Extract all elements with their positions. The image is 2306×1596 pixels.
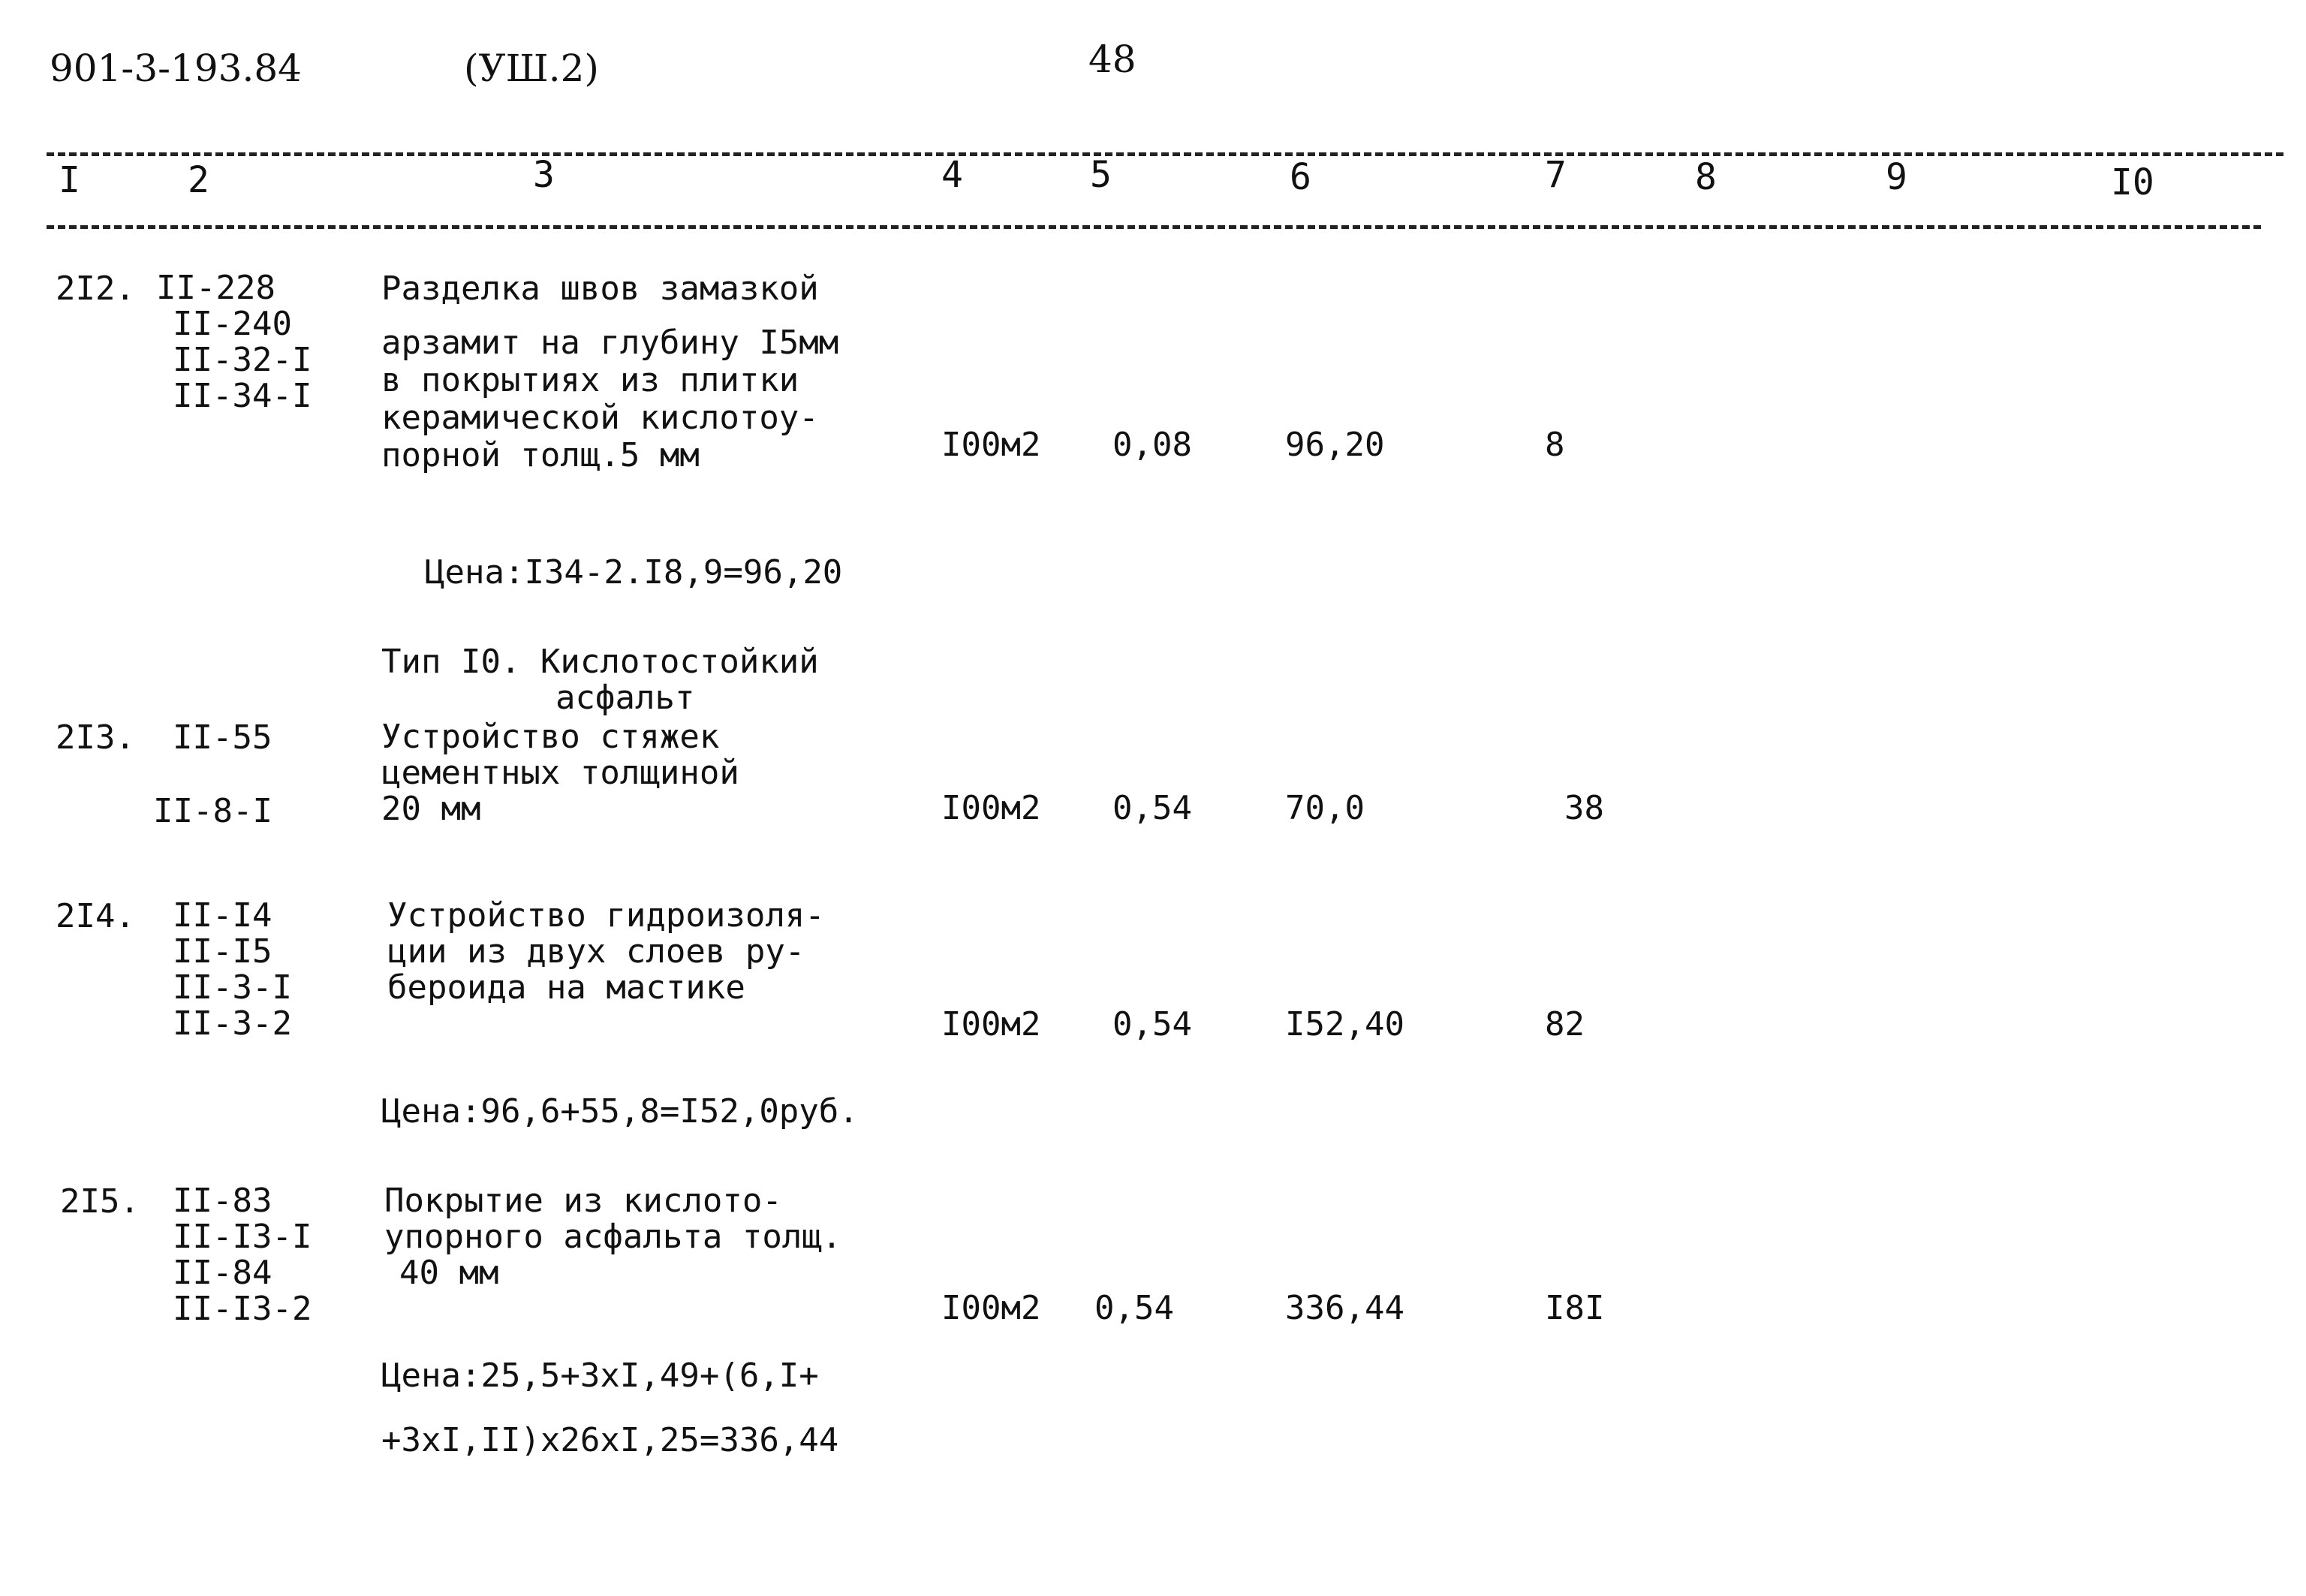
description-line: ции из двух слоев ру- xyxy=(387,932,805,971)
row-215-code: II-I3-2 xyxy=(173,1290,312,1328)
section-heading-line: асфальт xyxy=(555,679,695,717)
row-214-codes xyxy=(173,898,292,1042)
price-note-line: Цена:25,5+3хI,49+(6,I+ xyxy=(381,1357,819,1395)
column-header-4: 4 xyxy=(941,154,963,196)
description-line: арзамит на глубину I5мм xyxy=(381,324,839,362)
column-header-2: 2 xyxy=(188,159,209,201)
row-215-codes xyxy=(173,1183,312,1327)
row-213-code: II-8-I xyxy=(153,792,272,830)
description-line: Разделка швов замазкой xyxy=(381,270,819,308)
row-214-quantity: 0,54 xyxy=(1112,1005,1192,1043)
description-line: керамической кислотоу- xyxy=(381,399,819,437)
column-header-3: 3 xyxy=(533,154,555,196)
row-213-unit: I00м2 xyxy=(941,789,1041,827)
row-213-quantity: 0,54 xyxy=(1112,789,1192,827)
column-header-7: 7 xyxy=(1545,154,1567,196)
row-215-total: I8I xyxy=(1545,1289,1605,1327)
row-215-unit: I00м2 xyxy=(941,1289,1041,1327)
description-line: 20 мм xyxy=(381,790,481,828)
album-reference: (УШ.2) xyxy=(464,47,599,90)
row-214-total: 82 xyxy=(1545,1005,1585,1043)
description-line: 40 мм xyxy=(399,1254,499,1292)
row-215-code: II-83 xyxy=(173,1182,272,1220)
row-213-number: 2I3. xyxy=(56,718,135,757)
column-header-1: I xyxy=(59,159,80,201)
row-215-number: 2I5. xyxy=(60,1182,140,1221)
price-note-line: +3хI,II)х26хI,25=336,44 xyxy=(381,1421,839,1459)
row-214-code: II-3-2 xyxy=(173,1004,292,1043)
row-212-unit-price: 96,20 xyxy=(1285,426,1385,464)
row-214-price-note: Цена:96,6+55,8=I52,0руб. xyxy=(381,1092,859,1131)
description-line: бероида на мастике xyxy=(387,968,745,1007)
row-212-code: II-34-I xyxy=(173,377,312,415)
row-212-number: 2I2. xyxy=(56,270,135,308)
page-number: 48 xyxy=(1088,38,1136,81)
header-bottom-rule xyxy=(47,225,2261,229)
row-213-unit-price: 70,0 xyxy=(1285,789,1365,827)
column-header-5: 5 xyxy=(1090,154,1112,196)
row-214-code: II-I4 xyxy=(173,896,272,935)
row-215-unit-price: 336,44 xyxy=(1285,1289,1404,1327)
row-215-description xyxy=(384,1183,841,1291)
row-214-description xyxy=(387,898,825,1006)
description-line: Устройство стяжек xyxy=(381,718,720,756)
header-top-rule xyxy=(47,152,2283,156)
row-212-price-note: Цена:I34-2.I8,9=96,20 xyxy=(425,553,843,592)
section-heading-line: Тип I0. Кислотостойкий xyxy=(381,643,819,681)
row-214-unit: I00м2 xyxy=(941,1005,1041,1043)
column-header-10: I0 xyxy=(2111,161,2154,203)
row-213-code: II-55 xyxy=(173,718,272,757)
row-212-code: II-240 xyxy=(173,305,292,343)
row-215-quantity: 0,54 xyxy=(1094,1289,1174,1327)
row-214-code: II-I5 xyxy=(173,932,272,971)
row-213-total: 38 xyxy=(1564,789,1604,827)
row-215-price-note xyxy=(381,1344,838,1473)
document-code: 901-3-193.84 xyxy=(50,47,302,90)
row-214-code: II-3-I xyxy=(173,968,292,1007)
description-line: порной толщ.5 мм xyxy=(381,436,700,474)
row-212-description xyxy=(381,270,838,474)
row-213-description xyxy=(381,719,739,827)
row-214-unit-price: I52,40 xyxy=(1285,1005,1404,1043)
row-212-unit: I00м2 xyxy=(941,426,1041,464)
row-215-code: II-I3-I xyxy=(173,1218,312,1256)
row-212-code: II-32-I xyxy=(173,341,312,379)
row-212-total: 8 xyxy=(1545,426,1565,464)
row-214-number: 2I4. xyxy=(56,897,135,935)
row-212-codes xyxy=(156,270,312,414)
description-line: цементных толщиной xyxy=(381,754,739,792)
column-header-8: 8 xyxy=(1695,156,1717,198)
section-heading xyxy=(381,644,819,716)
row-212-code: II-228 xyxy=(156,269,275,307)
row-215-code: II-84 xyxy=(173,1254,272,1292)
row-212-quantity: 0,08 xyxy=(1112,426,1192,464)
column-header-9: 9 xyxy=(1886,156,1907,198)
description-line: в покрытиях из плитки xyxy=(381,361,799,399)
description-line: упорного асфальта толщ. xyxy=(384,1218,842,1256)
description-line: Покрытие из кислото- xyxy=(384,1182,782,1220)
column-header-6: 6 xyxy=(1290,156,1311,198)
description-line: Устройство гидроизоля- xyxy=(387,896,825,935)
